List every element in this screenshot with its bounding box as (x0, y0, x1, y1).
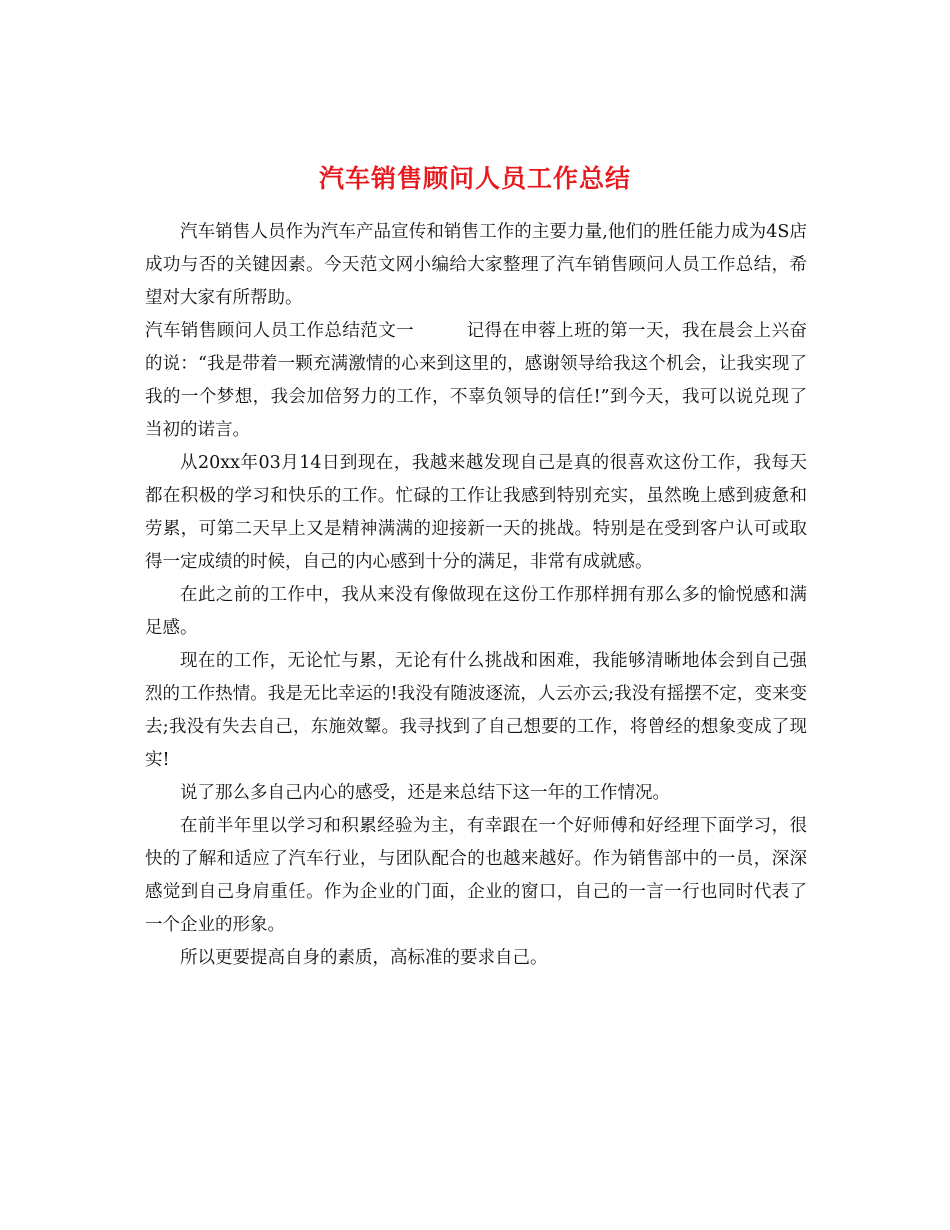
document-title: 汽车销售顾问人员工作总结 (318, 163, 631, 193)
section-heading: 汽车销售顾问人员工作总结范文一 (145, 321, 415, 341)
body-paragraph: 从20xx年03月14日到现在，我越来越发现自己是真的很喜欢这份工作，我每天都在积极的学习和快乐的工作。忙碌的工作让我感到特别充实，虽然晚上感到疲惫和劳累，可第二天早上又是精神满满的迎接新一天的挑战。特别是在受到客户认可或取得一定成绩的时候，自己的内心感到十分的满足，非常有成就感。 (145, 453, 807, 572)
body-paragraph: 所以更要提高自身的素质，高标准的要求自己。 (180, 948, 548, 968)
intro-paragraph: 汽车销售人员作为汽车产品宣传和销售工作的主要力量,他们的胜任能力成为4S店成功与否的关键因素。今天范文网小编给大家整理了汽车销售顾问人员工作总结，希望对大家有所帮助。 (145, 222, 807, 308)
body-paragraph: 说了那么多自己内心的感受，还是来总结下这一年的工作情况。 (180, 783, 670, 803)
body-paragraph: 现在的工作，无论忙与累，无论有什么挑战和困难，我能够清晰地体会到自己强烈的工作热情。我是无比幸运的!我没有随波逐流，人云亦云;我没有摇摆不定，变来变去;我没有失去自己，东施效颦。我寻找到了自己想要的工作，将曾经的想象变成了现实! (145, 651, 807, 770)
section-first-text: 记得在申蓉上班的第一天，我在晨会上兴奋的说：“我是带着一颗充满激情的心来到这里的，感谢领导给我这个机会，让我实现了我的一个梦想，我会加倍努力的工作，不辜负领导的信任!”到今天，我可以说兑现了当初的诺言。 (145, 321, 808, 440)
section-first-paragraph (145, 315, 807, 447)
body-paragraph: 在此之前的工作中，我从来没有像做现在这份工作那样拥有那么多的愉悦感和满足感。 (145, 585, 807, 638)
document-body (145, 216, 807, 975)
body-paragraph: 在前半年里以学习和积累经验为主，有幸跟在一个好师傅和好经理下面学习，很快的了解和适应了汽车行业，与团队配合的也越来越好。作为销售部中的一员，深深感觉到自己身肩重任。作为企业的门面，企业的窗口，自己的一言一行也同时代表了一个企业的形象。 (145, 816, 807, 935)
